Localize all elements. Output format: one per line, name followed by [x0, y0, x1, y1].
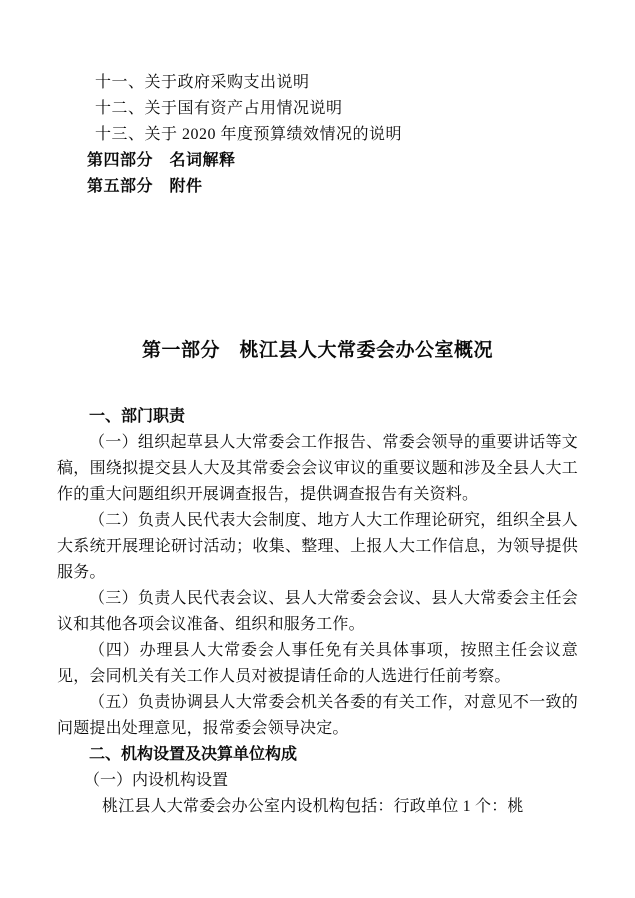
org-structure-section [57, 742, 578, 820]
duties-paragraph-4: （四）办理县人大常委会人事任免有关具体事项，按照主任会议意见，会同机关有关工作人员对被提请任命的人选进行任前考察。 [57, 642, 578, 685]
toc-item-12: 十二、关于国有资产占用情况说明 [95, 100, 343, 117]
internal-org-paragraph: 桃江县人大常委会办公室内设机构包括：行政单位 1 个：桃 [102, 798, 524, 815]
duties-section [57, 404, 578, 742]
duties-paragraph-3: （三）负责人民代表会议、县人大常委会会议、县人大常委会主任会议和其他各项会议准备、组织和服务工作。 [57, 590, 578, 633]
toc-item-11: 十一、关于政府采购支出说明 [95, 74, 310, 91]
toc-item-13: 十三、关于 2020 年度预算绩效情况的说明 [95, 126, 403, 143]
subheading-internal-org: （一）内设机构设置 [84, 772, 229, 789]
toc-part-4-heading: 第四部分 名词解释 [87, 152, 236, 169]
duties-paragraph-1: （一）组织起草县人大常委会工作报告、常委会领导的重要讲话等文稿，围绕拟提交县人大及其常委会会议审议的重要议题和涉及全县人大工作的重大问题组织开展调查报告，提供调查报告有关资料。 [57, 434, 578, 503]
heading-department-duties: 一、部门职责 [89, 408, 186, 425]
page-content [57, 0, 578, 820]
section-title: 第一部分 桃江县人大常委会办公室概况 [141, 340, 493, 361]
toc-part-5-heading: 第五部分 附件 [87, 178, 203, 195]
toc-block [57, 70, 578, 200]
duties-paragraph-2: （二）负责人民代表大会制度、地方人大工作理论研究，组织全县人大系统开展理论研讨活动；收集、整理、上报人大工作信息，为领导提供服务。 [57, 512, 578, 581]
duties-paragraph-5: （五）负责协调县人大常委会机关各委的有关工作，对意见不一致的问题提出处理意见，报常委会领导决定。 [57, 694, 578, 737]
heading-org-structure: 二、机构设置及决算单位构成 [89, 746, 298, 763]
